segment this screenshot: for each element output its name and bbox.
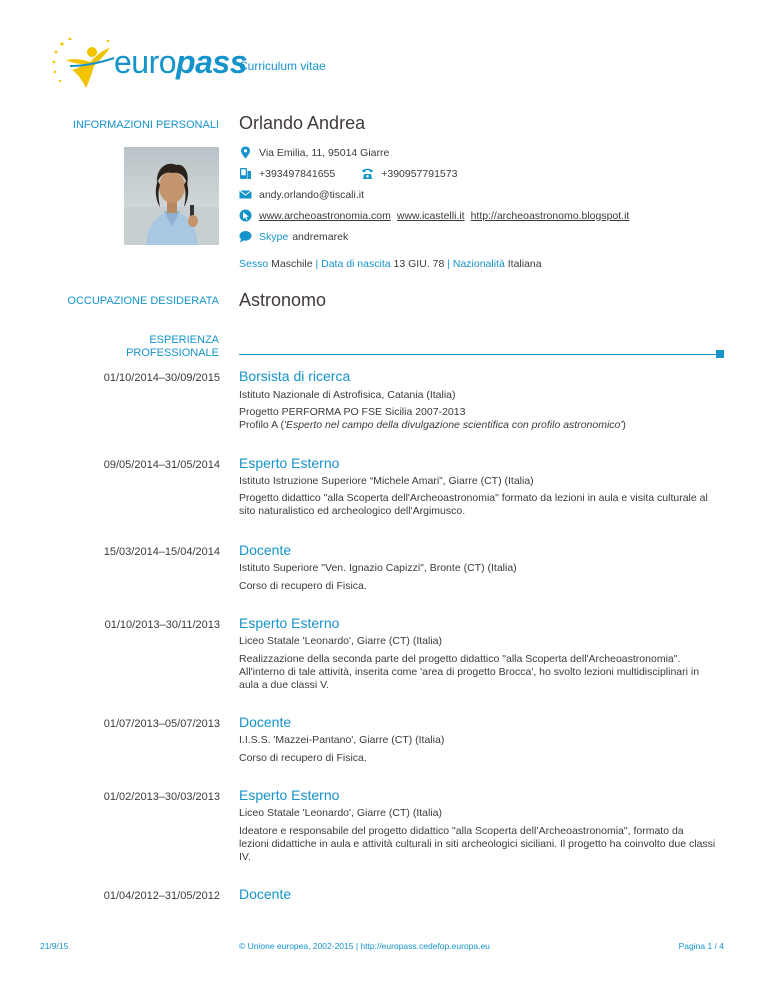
experience-label-line1: ESPERIENZA <box>149 334 219 346</box>
job-dates: 01/10/2014–30/09/2015 <box>103 372 220 384</box>
experience-label-line2: PROFESSIONALE <box>126 347 219 359</box>
email-text: andy.orlando@tiscali.it <box>259 188 365 201</box>
desired-job-value: Astronomo <box>239 290 327 310</box>
birth-label: Data di nascita <box>321 258 391 270</box>
personal-info-label: INFORMAZIONI PERSONALI <box>72 119 219 131</box>
phone-row <box>239 167 457 180</box>
job-desc: sito naturalistico ed archeologico dell'Argimusco. <box>239 505 466 517</box>
globe-cursor-icon <box>239 209 252 222</box>
job-title: Esperto Esterno <box>239 787 340 803</box>
websites-row <box>239 209 629 222</box>
mobile-phone-icon <box>239 167 252 180</box>
personal-details-line <box>239 258 542 270</box>
sex-label: Sesso <box>239 258 269 270</box>
nationality-value: Italiana <box>507 258 542 270</box>
skype-label: Skype <box>259 230 289 243</box>
job-desc-em: 'Esperto nel campo della divulgazione scientifica con profilo astronomico' <box>283 419 623 431</box>
logo-euro-text: euro <box>114 44 177 80</box>
job-dates: 01/10/2013–30/11/2013 <box>104 619 220 631</box>
separator-2: | <box>447 258 450 270</box>
job-desc: IV. <box>239 851 251 863</box>
birth-value: 13 GIU. 78 <box>393 258 445 270</box>
job-org: Istituto Superiore "Ven. Ignazio Capizzi", Bronte (CT) (Italia) <box>239 562 517 574</box>
job-desc: Realizzazione della seconda parte del progetto didattico "alla Scoperta dell'Archeoastronomia". <box>239 653 681 665</box>
section-divider-square <box>716 350 724 358</box>
job-desc: Corso di recupero di Fisica. <box>239 580 367 592</box>
job-org: I.I.S.S. 'Mazzei-Pantano', Giarre (CT) (Italia) <box>239 734 445 746</box>
skype-row <box>239 230 348 243</box>
europass-logo <box>52 36 247 92</box>
job-dates: 01/04/2012–31/05/2012 <box>103 890 220 902</box>
envelope-icon <box>239 188 252 201</box>
job-dates: 15/03/2014–15/04/2014 <box>103 546 220 558</box>
job-org: Istituto Nazionale di Astrofisica, Catania (Italia) <box>239 389 456 401</box>
job-desc: Ideatore e responsabile del progetto didattico "alla Scoperta dell’Archeoastronomia", formato da <box>239 825 684 837</box>
europass-star-figure-icon <box>52 36 118 92</box>
skype-id: andremarek <box>292 230 349 243</box>
section-divider <box>239 354 716 355</box>
job-desc: All'interno di tale attività, inserita come 'area di progetto Brocca', ho svolto lezioni multidisciplinari in <box>239 666 700 678</box>
website-link-1[interactable]: www.archeoastronomia.com <box>259 209 391 222</box>
job-dates: 01/07/2013–05/07/2013 <box>103 718 220 730</box>
job-title: Borsista di ricerca <box>239 368 351 384</box>
job-dates: 01/02/2013–30/03/2013 <box>103 791 220 803</box>
job-desc: Progetto didattico "alla Scoperta dell'Archeoastronomia" formato da lezioni in aula e visita culturale al <box>239 492 708 504</box>
mobile-number: +393497841655 <box>259 167 336 180</box>
person-photo-icon <box>124 147 219 245</box>
job-desc: Progetto PERFORMA PO FSE Sicilia 2007-2013 <box>239 406 466 418</box>
job-title: Docente <box>239 542 292 558</box>
job-desc: Corso di recupero di Fisica. <box>239 752 367 764</box>
job-desc <box>239 419 719 432</box>
job-title: Docente <box>239 886 292 902</box>
job-dates: 09/05/2014–31/05/2014 <box>103 459 220 471</box>
separator-1: | <box>315 258 319 270</box>
desired-job-label: OCCUPAZIONE DESIDERATA <box>67 295 219 307</box>
footer-page-number: Pagina 1 / 4 <box>678 941 724 951</box>
address-row <box>239 146 389 159</box>
nationality-label: Nazionalità <box>452 258 505 270</box>
job-desc-post: ) <box>622 419 626 431</box>
logo-pass-text: pass <box>176 44 247 80</box>
sex-value: Maschile <box>271 258 313 270</box>
job-org: Istituto Istruzione Superiore “Michele Amari”, Giarre (CT) (Italia) <box>239 475 534 487</box>
job-org: Liceo Statale 'Leonardo', Giarre (CT) (Italia) <box>239 807 443 819</box>
job-desc: aula a due classi V. <box>239 679 330 691</box>
profile-photo <box>124 147 219 245</box>
location-pin-icon <box>239 146 252 159</box>
person-name: Orlando Andrea <box>239 113 366 133</box>
job-desc-pre: Profilo A ( <box>239 419 284 431</box>
phone-number: +390957791573 <box>381 167 458 180</box>
job-desc: lezioni didattiche in aula e attività culturali in siti archeologici siciliani. Il progetto ha coinvolto due classi <box>239 838 716 850</box>
email-row <box>239 188 364 201</box>
address-text: Via Emilia, 11, 95014 Giarre <box>259 146 390 159</box>
job-title: Esperto Esterno <box>239 455 340 471</box>
chat-bubble-icon <box>239 230 252 243</box>
footer-copyright: © Unione europea, 2002-2015 | http://europass.cedefop.europa.eu <box>239 941 490 951</box>
job-title: Docente <box>239 714 292 730</box>
website-link-3[interactable]: http://archeoastronomo.blogspot.it <box>470 209 630 222</box>
job-title: Esperto Esterno <box>239 615 340 631</box>
job-org: Liceo Statale 'Leonardo', Giarre (CT) (Italia) <box>239 635 443 647</box>
footer-date: 21/9/15 <box>40 941 69 951</box>
telephone-icon <box>361 167 374 180</box>
website-link-2[interactable]: www.icastelli.it <box>396 209 465 222</box>
doc-title: Curriculum vitae <box>239 59 326 73</box>
